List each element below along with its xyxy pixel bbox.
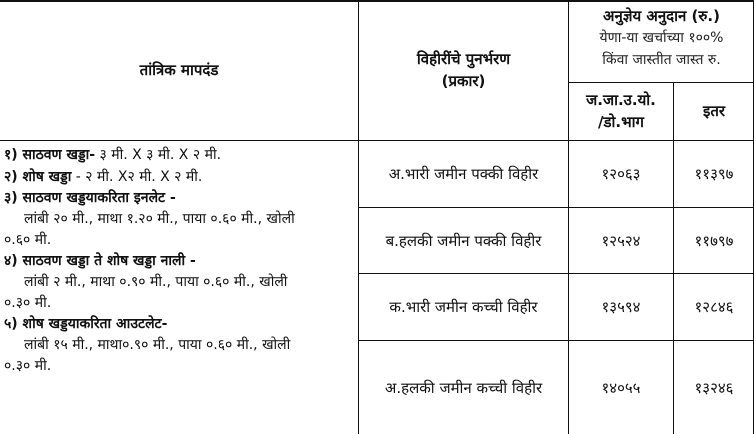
grant-note-line1: येणा-या खर्चाच्या १००%: [599, 30, 724, 46]
column-divider-3: [673, 82, 674, 434]
column-divider-2: [568, 0, 569, 434]
spec-item-3-title: ३) साठवण खड्डयाकरिता इनलेट -: [4, 190, 176, 206]
spec-item-5-title: ५) शोष खड्डयाकरिता आउटलेट-: [4, 316, 168, 332]
technical-criteria-label: तांत्रिक मापदंड: [139, 61, 219, 79]
spec-item-4-title: ४) साठवण खड्डा ते शोष खड्डा नाली -: [4, 253, 196, 269]
row-2-sc-st: १२५२४: [601, 231, 641, 250]
column-divider-1: [358, 0, 359, 434]
spec-item-4: [4, 251, 358, 314]
row-4-type: अ.हलकी जमीन कच्ची विहीर: [384, 378, 543, 397]
spec-item-2-title: २) शोष खड्डा: [4, 169, 72, 185]
well-recharge-header: [359, 0, 568, 140]
spec-item-5-line2: लांबी १५ मी., माथा०.९० मी., पाया ०.६० मी., खोली: [24, 337, 291, 353]
grant-header: [569, 0, 754, 82]
spec-item-4-line2: लांबी २ मी., माथा ०.९० मी., पाया ०.६० मी., खोली: [24, 274, 288, 290]
sc-st-header: [569, 82, 673, 140]
row-1-sc-st: १२०६३: [601, 165, 641, 183]
spec-item-4-line3: ०.३० मी.: [4, 295, 52, 311]
spec-item-3-line3: ०.६० मी.: [4, 232, 52, 248]
spec-item-1: [4, 144, 358, 166]
other-header: [674, 82, 754, 140]
row-3-other: १२८४६: [694, 298, 734, 316]
well-recharge-label-line1: विहीरींचे पुनर्भरण: [416, 50, 511, 68]
row-1-other: ११३९७: [694, 165, 734, 183]
spec-item-2-text: - २ मी. X२ मी. X २ मी.: [71, 169, 203, 185]
row-4-sc-st: १४०५५: [601, 378, 641, 397]
row-1-type: अ.भारी जमीन पक्की विहीर: [388, 165, 539, 183]
row-4-other: १३२४६: [694, 378, 734, 397]
row-divider-1: [359, 207, 754, 208]
spec-item-1-text: ३ मी. X ३ मी. X २ मी.: [95, 147, 222, 163]
spec-item-3: [4, 188, 358, 251]
row-3-type: क.भारी जमीन कच्ची विहीर: [389, 298, 538, 316]
spec-item-5: [4, 314, 358, 377]
row-divider-2: [359, 273, 754, 274]
row-2-other: ११७९७: [694, 231, 734, 250]
grant-note-line2: किंवा जास्तीत जास्त रु.: [602, 52, 721, 68]
grant-subheader-line: [569, 82, 754, 83]
sc-st-label-line2: /डो.भाग: [598, 113, 644, 131]
other-label: इतर: [702, 102, 726, 120]
row-3-sc-st: १३५९४: [601, 298, 641, 316]
well-recharge-label-line2: (प्रकार): [441, 72, 486, 90]
grant-title: अनुज्ञेय अनुदान (रु.): [603, 7, 720, 25]
spec-item-5-line3: ०.३० मी.: [4, 358, 52, 374]
specifications-cell: [0, 141, 358, 434]
spec-item-2: [4, 166, 358, 188]
header-bottom-line: [0, 140, 754, 141]
sc-st-label-line1: ज.जा.उ.यो.: [586, 91, 656, 109]
row-divider-3: [359, 340, 754, 341]
row-2-type: ब.हलकी जमीन पक्की विहीर: [385, 231, 542, 250]
technical-criteria-header: [0, 0, 358, 140]
table-top-border: [0, 0, 754, 2]
spec-item-3-line2: लांबी २० मी., माथा १.२० मी., पाया ०.६० मी., खोली: [24, 211, 295, 227]
spec-item-1-title: १) साठवण खड्डा-: [4, 147, 96, 163]
